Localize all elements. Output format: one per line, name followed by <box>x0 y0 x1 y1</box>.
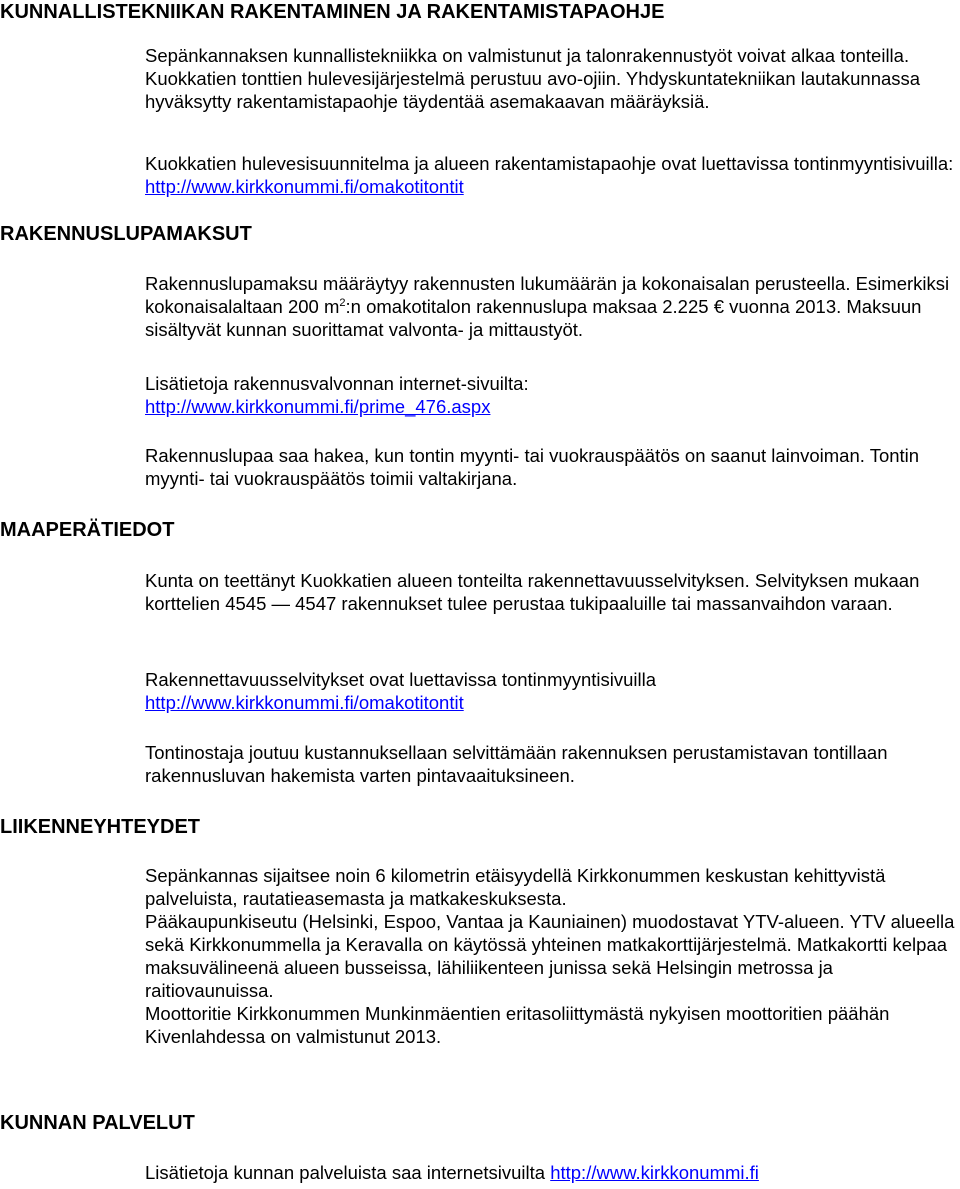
section-heading-liikenneyhteydet: LIIKENNEYHTEYDET <box>0 816 201 838</box>
link-omakotitontit[interactable]: http://www.kirkkonummi.fi/omakotitontit <box>145 176 464 197</box>
paragraph-liikenneyhteydet <box>145 864 957 1048</box>
paragraph-text: Rakennettavuusselvitykset ovat luettavissa tontinmyyntisivuilla <box>145 669 657 690</box>
section-heading-maaperatiedot: MAAPERÄTIEDOT <box>0 519 175 541</box>
paragraph-kunnallistekniikka: Sepänkannaksen kunnallistekniikka on valmistunut ja talonrakennustyöt voivat alkaa tonteilla. Kuokkatien tonttien hulevesijärjestelmä perustuu avo-ojiin. Yhdyskuntatekniikan lautakunnassa hyväksytty rakentamistapaohje täydentää asemakaavan määräyksiä. <box>145 45 921 112</box>
paragraph-text: Sepänkannas sijaitsee noin 6 kilometrin etäisyydellä Kirkkonummen keskustan kehittyvistä palveluista, rautatieasemasta ja matkakeskuksesta. <box>145 865 886 909</box>
paragraph-kunnan-palvelut <box>145 1161 957 1184</box>
paragraph-rakennuslupaa-hakea: Rakennuslupaa saa hakea, kun tontin myynti- tai vuokrauspäätös on saanut lainvoiman. Tontin myynti- tai vuokrauspäätös toimii valtakirjana. <box>145 445 920 489</box>
link-prime-476[interactable]: http://www.kirkkonummi.fi/prime_476.aspx <box>145 396 491 417</box>
link-omakotitontit-2[interactable]: http://www.kirkkonummi.fi/omakotitontit <box>145 692 464 713</box>
section-heading-kunnallistekniikka: KUNNALLISTEKNIIKAN RAKENTAMINEN JA RAKENTAMISTAPAOHJE <box>0 1 665 23</box>
paragraph-text: Kuokkatien hulevesisuunnitelma ja alueen rakentamistapaohje ovat luettavissa tontinmyyntisivuilla: <box>145 153 954 174</box>
paragraph-text: Lisätietoja kunnan palveluista saa internetsivuilta <box>145 1162 551 1183</box>
paragraph-tontinostaja: Tontinostaja joutuu kustannuksellaan selvittämään rakennuksen perustamistavan tontillaan rakennusluvan hakemista varten pintavaaituksineen. <box>145 742 888 786</box>
paragraph-text: Pääkaupunkiseutu (Helsinki, Espoo, Vantaa ja Kauniainen) muodostavat YTV-alueen. YTV alueella sekä Kirkkonummella ja Keravalla on käytössä yhteinen matkakorttijärjestelmä. Matkakortti kelpaa maksuvälineenä alueen busseissa, lähiliikenteen junissa sekä Helsingin metrossa ja raitiovaunuissa. <box>145 911 955 1001</box>
paragraph-lisatietoja-rakennusvalvonta <box>145 372 957 418</box>
superscript: 2 <box>339 296 346 309</box>
paragraph-text: :n omakotitalon rakennuslupa maksaa 2.225 € vuonna 2013. Maksuun sisältyvät kunnan suorittamat valvonta- ja mittaustyöt. <box>145 296 922 340</box>
section-heading-kunnan-palvelut: KUNNAN PALVELUT <box>0 1112 195 1134</box>
paragraph-rakennettavuusselvitys: Kunta on teettänyt Kuokkatien alueen tonteilta rakennettavuusselvityksen. Selvityksen mukaan korttelien 4545 — 4547 rakennukset tulee perustaa tukipaaluille tai massanvaihdon varaan. <box>145 570 920 614</box>
paragraph-rakennuslupamaksu <box>145 272 957 341</box>
paragraph-text: Lisätietoja rakennusvalvonnan internet-sivuilta: <box>145 373 529 394</box>
link-kirkkonummi[interactable]: http://www.kirkkonummi.fi <box>550 1162 759 1183</box>
paragraph-hulevesisuunnitelma <box>145 152 957 198</box>
paragraph-rakennettavuusselvitykset-luettavissa <box>145 668 957 714</box>
paragraph-text: Rakennuslupamaksu määräytyy rakennusten lukumäärän ja kokonaisalan perusteella. Esimerkiksi kokonaisalaltaan 200 m <box>145 273 950 317</box>
section-heading-rakennuslupamaksut: RAKENNUSLUPAMAKSUT <box>0 223 252 245</box>
paragraph-text: Moottoritie Kirkkonummen Munkinmäentien eritasoliittymästä nykyisen moottoritien päähän Kivenlahdessa on valmistunut 2013. <box>145 1003 890 1047</box>
